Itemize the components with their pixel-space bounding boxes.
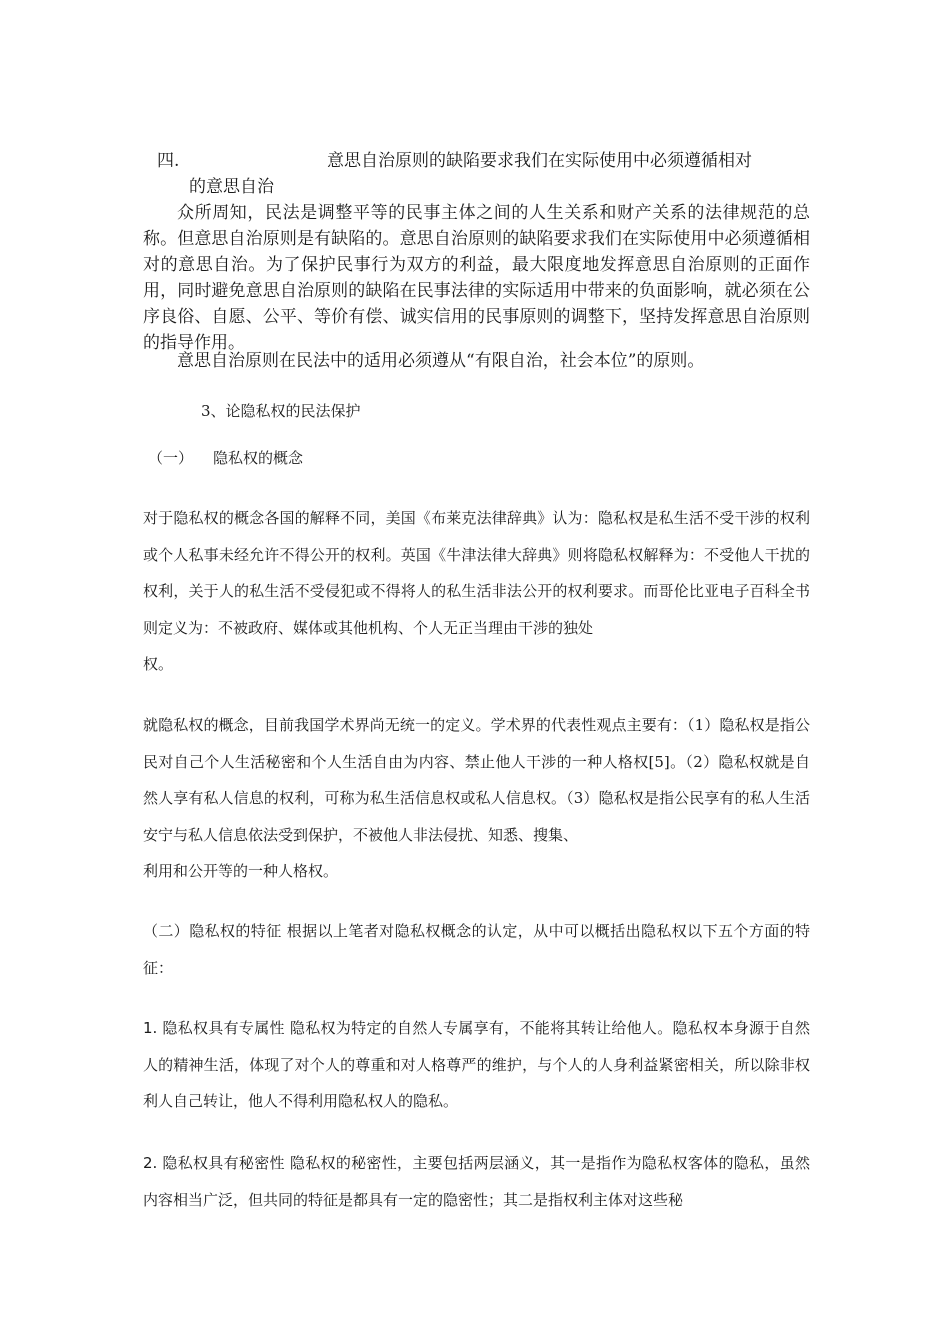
subsection-1-heading	[148, 448, 303, 468]
concept-foreign-text: 对于隐私权的概念各国的解释不同，美国《布莱克法律辞典》认为：隐私权是私生活不受干涉的权利或个人私事未经允许不得公开的权利。英国《牛津法律大辞典》则将隐私权解释为：不受他人干扰的权利，关于人的私生活不受侵犯或不得将人的私生活非法公开的权利要求。而哥伦比亚电子百科全书则定义为：不被政府、媒体或其他机构、个人无正当理由干涉的独处	[143, 509, 810, 637]
subsection-1-label: （一）	[148, 449, 194, 467]
section-4-title-line1: 意思自治原则的缺陷要求我们在实际使用中必须遵循相对	[327, 151, 752, 171]
paragraph-feature-1	[143, 1010, 810, 1120]
concept-domestic-last-line: 利用和公开等的一种人格权。	[143, 862, 339, 880]
paragraph-concept-foreign	[143, 500, 810, 683]
paragraph-limited-autonomy: 意思自治原则在民法中的适用必须遵从“有限自治，社会本位”的原则。	[177, 351, 705, 371]
article-title: 3、论隐私权的民法保护	[201, 402, 361, 420]
subsection-1-title: 隐私权的概念	[213, 449, 304, 467]
feature-2-body: 隐私权的秘密性，主要包括两层涵义，其一是指作为隐私权客体的隐私，虽然内容相当广泛，但共同的特征是都具有一定的隐密性；其二是指权利主体对这些秘	[143, 1154, 810, 1209]
paragraph-civil-law: 众所周知，民法是调整平等的民事主体之间的人生关系和财产关系的法律规范的总称。但意思自治原则是有缺陷的。意思自治原则的缺陷要求我们在实际使用中必须遵循相对的意思自治。为了保护民事行为双方的利益，最大限度地发挥意思自治原则的正面作用，同时避免意思自治原则的缺陷在民事法律的实际适用中带来的负面影响，就必须在公序良俗、自愿、公平、等价有偿、诚实信用的民事原则的调整下，坚持发挥意思自治原则的指导作用。	[143, 203, 810, 353]
paragraph-feature-2	[143, 1145, 810, 1218]
concept-foreign-last-line: 权。	[143, 655, 174, 673]
paragraph-concept-domestic	[143, 707, 810, 890]
concept-domestic-text: 就隐私权的概念，目前我国学术界尚无统一的定义。学术界的代表性观点主要有：（1）隐私权是指公民对自己个人生活秘密和个人生活自由为内容、禁止他人干涉的一种人格权[5]。（2）隐私权就是自然人享有私人信息的权利，可称为私生活信息权或私人信息权。（3）隐私权是指公民享有的私人生活安宁与私人信息依法受到保护，不被他人非法侵扰、知悉、搜集、	[143, 716, 810, 844]
feature-1-body: 隐私权为特定的自然人专属享有，不能将其转让给他人。隐私权本身源于自然人的精神生活，体现了对个人的尊重和对人格尊严的维护，与个人的人身利益紧密相关，所以除非权利人自己转让，他人不得利用隐私权人的隐私。	[143, 1019, 810, 1110]
section-4-title-line2: 的意思自治	[189, 177, 274, 197]
feature-2-title: 2. 隐私权具有秘密性	[143, 1154, 285, 1172]
paragraph-features-intro: （二）隐私权的特征 根据以上笔者对隐私权概念的认定，从中可以概括出隐私权以下五个方面的特征：	[143, 922, 810, 977]
feature-1-title: 1. 隐私权具有专属性	[143, 1019, 285, 1037]
section-4-number: 四.	[157, 151, 180, 171]
